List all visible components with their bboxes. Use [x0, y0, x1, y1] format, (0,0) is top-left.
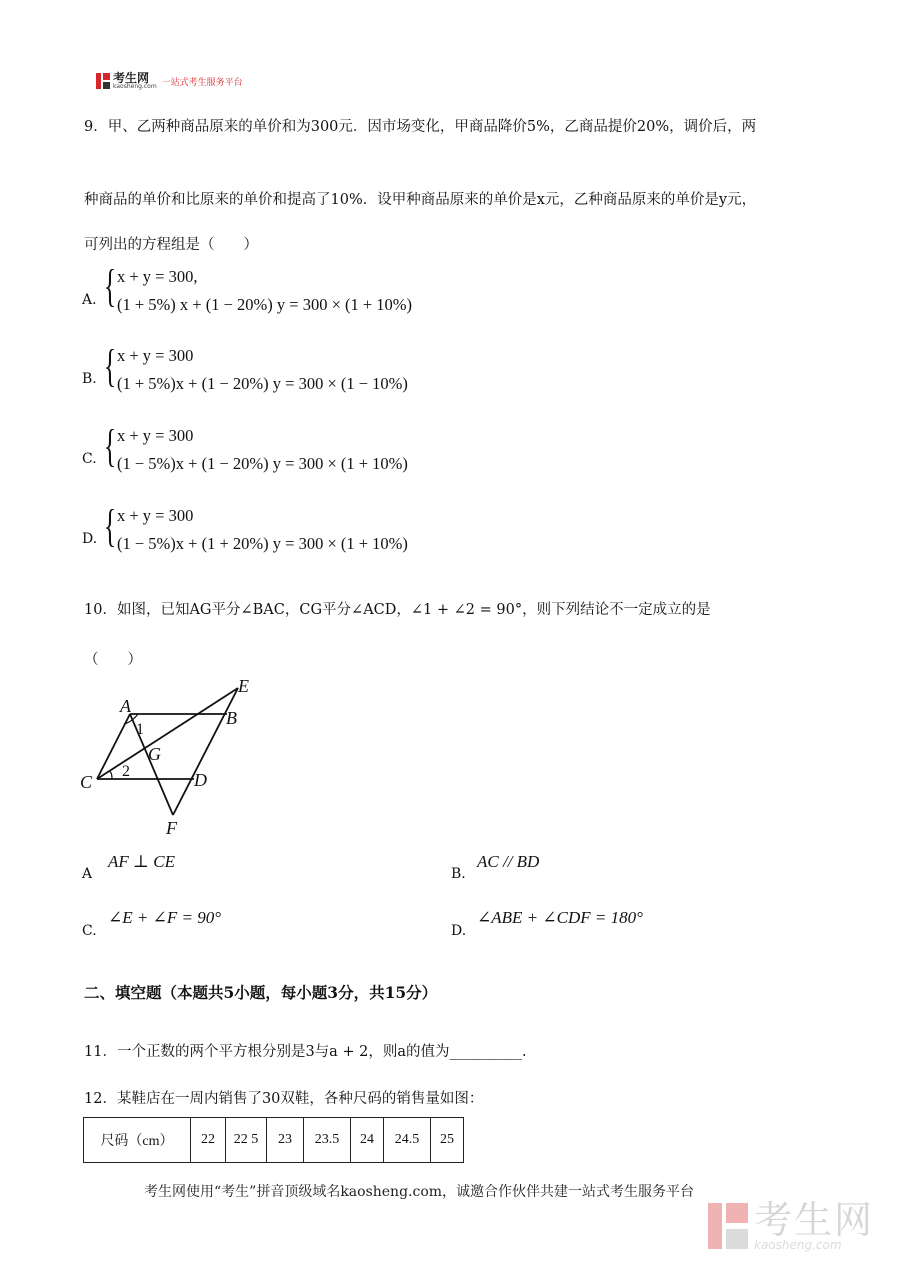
table-cell: 23: [267, 1118, 304, 1163]
q10-option-a-text: AF ⊥ CE: [108, 852, 175, 871]
q10-option-c-text: ∠E + ∠F = 90°: [108, 908, 221, 927]
q9-option-c-eq2: (1 − 5%)x + (1 − 20%) y = 300 × (1 + 10%): [117, 454, 408, 473]
brace-icon: {: [104, 260, 117, 311]
watermark-domain: kaosheng.com: [753, 1238, 842, 1252]
q9-line1: 9．甲、乙两种商品原来的单价和为300元．因市场变化，甲商品降价5%，乙商品提价20%，调价后，两: [84, 119, 757, 135]
q10-option-b-label[interactable]: B.: [451, 866, 466, 882]
q10-option-d-label[interactable]: D.: [451, 923, 467, 939]
brace-icon: {: [104, 420, 117, 471]
q10-option-a-label[interactable]: A: [82, 866, 93, 882]
table-cell: 25: [431, 1118, 464, 1163]
q10-line2: （ ）: [84, 652, 142, 668]
q10-line1: 10．如图，已知AG平分∠BAC，CG平分∠ACD，∠1 + ∠2 = 90°，则下列结论不一定成立的是: [84, 602, 711, 618]
label-b: B: [226, 708, 237, 728]
watermark: [708, 1198, 874, 1252]
q10-option-c-label[interactable]: C.: [82, 923, 97, 939]
label-angle-2: 2: [122, 763, 130, 780]
table-row: [84, 1118, 464, 1163]
table-cell: 24.5: [384, 1118, 431, 1163]
q12-text: 12．某鞋店在一周内销售了30双鞋，各种尺码的销售量如图：: [84, 1091, 484, 1107]
section-title: 二、填空题（本题共5小题，每小题3分，共15分）: [84, 983, 438, 1002]
q9-option-d-eq1: x + y = 300: [117, 506, 194, 525]
label-g: G: [148, 744, 161, 764]
header-slogan: 一站式考生服务平台: [161, 77, 243, 88]
kaosheng-logo-icon: [96, 73, 110, 89]
size-table: [83, 1117, 464, 1163]
table-cell: 22 5: [226, 1118, 267, 1163]
header-logo: [96, 72, 243, 90]
q9-line3: 可列出的方程组是（ ）: [84, 237, 258, 253]
q9-option-b-eq2: (1 + 5%)x + (1 − 20%) y = 300 × (1 − 10%): [117, 374, 408, 393]
label-d: D: [194, 770, 207, 790]
q9-option-b-label[interactable]: B.: [82, 371, 97, 387]
q9-option-a-eq2: (1 + 5%) x + (1 − 20%) y = 300 × (1 + 10%): [117, 295, 413, 314]
table-cell: 23.5: [304, 1118, 351, 1163]
table-header-cell: 尺码（cm）: [84, 1118, 191, 1163]
footer-text: 考生网使用“考生”拼音顶级域名kaosheng.com，诚邀合作伙伴共建一站式考生服务平台: [144, 1184, 695, 1200]
q9-option-a-eq1: x + y = 300,: [117, 267, 198, 286]
q10-geometry-figure: [70, 672, 270, 842]
q9-option-c-eq1: x + y = 300: [117, 426, 194, 445]
q9-option-c-label[interactable]: C.: [82, 451, 97, 467]
logo-name: 考生网: [113, 71, 150, 85]
q9-line2: 种商品的单价和比原来的单价和提高了10%．设甲种商品原来的单价是x元，乙种商品原来的单价是y元，: [84, 192, 757, 208]
label-c: C: [80, 772, 93, 792]
table-cell: 24: [351, 1118, 384, 1163]
q9-option-b-eq1: x + y = 300: [117, 346, 194, 365]
label-e: E: [238, 676, 249, 696]
q11-text: 11．一个正数的两个平方根分别是3与a + 2，则a的值为__________.: [84, 1044, 527, 1060]
brace-icon: {: [104, 500, 117, 551]
logo-domain: kaosheng.com: [113, 83, 157, 90]
table-cell: 22: [191, 1118, 226, 1163]
q9-option-d-eq2: (1 − 5%)x + (1 + 20%) y = 300 × (1 + 10%): [117, 534, 408, 553]
q10-option-d-text: ∠ABE + ∠CDF = 180°: [477, 908, 643, 927]
label-f: F: [166, 818, 177, 838]
q9-option-a-label[interactable]: A.: [82, 292, 97, 308]
q10-option-b-text: AC // BD: [477, 852, 540, 871]
kaosheng-watermark-icon: [708, 1203, 748, 1249]
brace-icon: {: [104, 340, 117, 391]
label-a: A: [120, 696, 131, 716]
watermark-name: 考生网: [753, 1198, 874, 1242]
q9-option-d-label[interactable]: D.: [82, 531, 98, 547]
label-angle-1: 1: [136, 721, 144, 738]
